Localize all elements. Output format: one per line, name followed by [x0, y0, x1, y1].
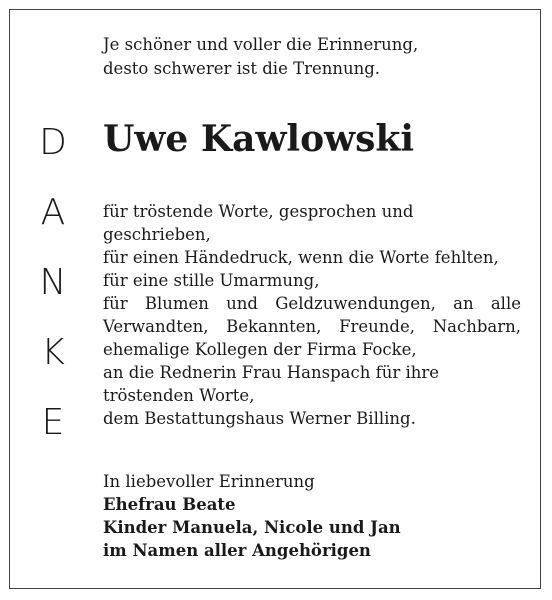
thanks-line: geschrieben,	[103, 225, 211, 244]
motto	[103, 33, 521, 81]
thanks-line: ehemalige Kollegen der Firma Focke,	[103, 340, 417, 359]
closing-signature	[103, 470, 521, 562]
thanks-line: für eine stille Umarmung,	[103, 271, 320, 290]
thanks-text	[103, 200, 521, 430]
danke-letter-a: A	[40, 192, 66, 233]
thanks-line: für tröstende Worte, gesprochen und	[103, 202, 414, 221]
closing-intro: In liebevoller Erinnerung	[103, 472, 315, 491]
signer-wife: Ehefrau Beate	[103, 495, 236, 514]
motto-line: Je schöner und voller die Erinnerung,	[103, 35, 419, 54]
deceased-name: Uwe Kawlowski	[103, 118, 414, 160]
thanks-line: dem Bestattungshaus Werner Billing.	[103, 409, 416, 428]
danke-letter-d: D	[39, 122, 67, 163]
danke-letter-e: E	[41, 402, 65, 443]
thanks-line: für einen Händedruck, wenn die Worte fehlten,	[103, 248, 499, 267]
motto-line: desto schwerer ist die Trennung.	[103, 59, 381, 78]
thanks-line: an die Rednerin Frau Hanspach für ihre	[103, 363, 440, 382]
thanks-line: tröstenden Worte,	[103, 386, 255, 405]
danke-letter-n: N	[39, 262, 67, 303]
thanks-line: Verwandten, Bekannten, Freunde, Nachbarn,	[103, 317, 521, 336]
thanks-line: für Blumen und Geldzuwendungen, an alle	[103, 294, 521, 313]
danke-letter-k: K	[41, 332, 65, 373]
signer-children: Kinder Manuela, Nicole und Jan	[103, 518, 401, 537]
signer-relatives: im Namen aller Angehörigen	[103, 541, 371, 560]
